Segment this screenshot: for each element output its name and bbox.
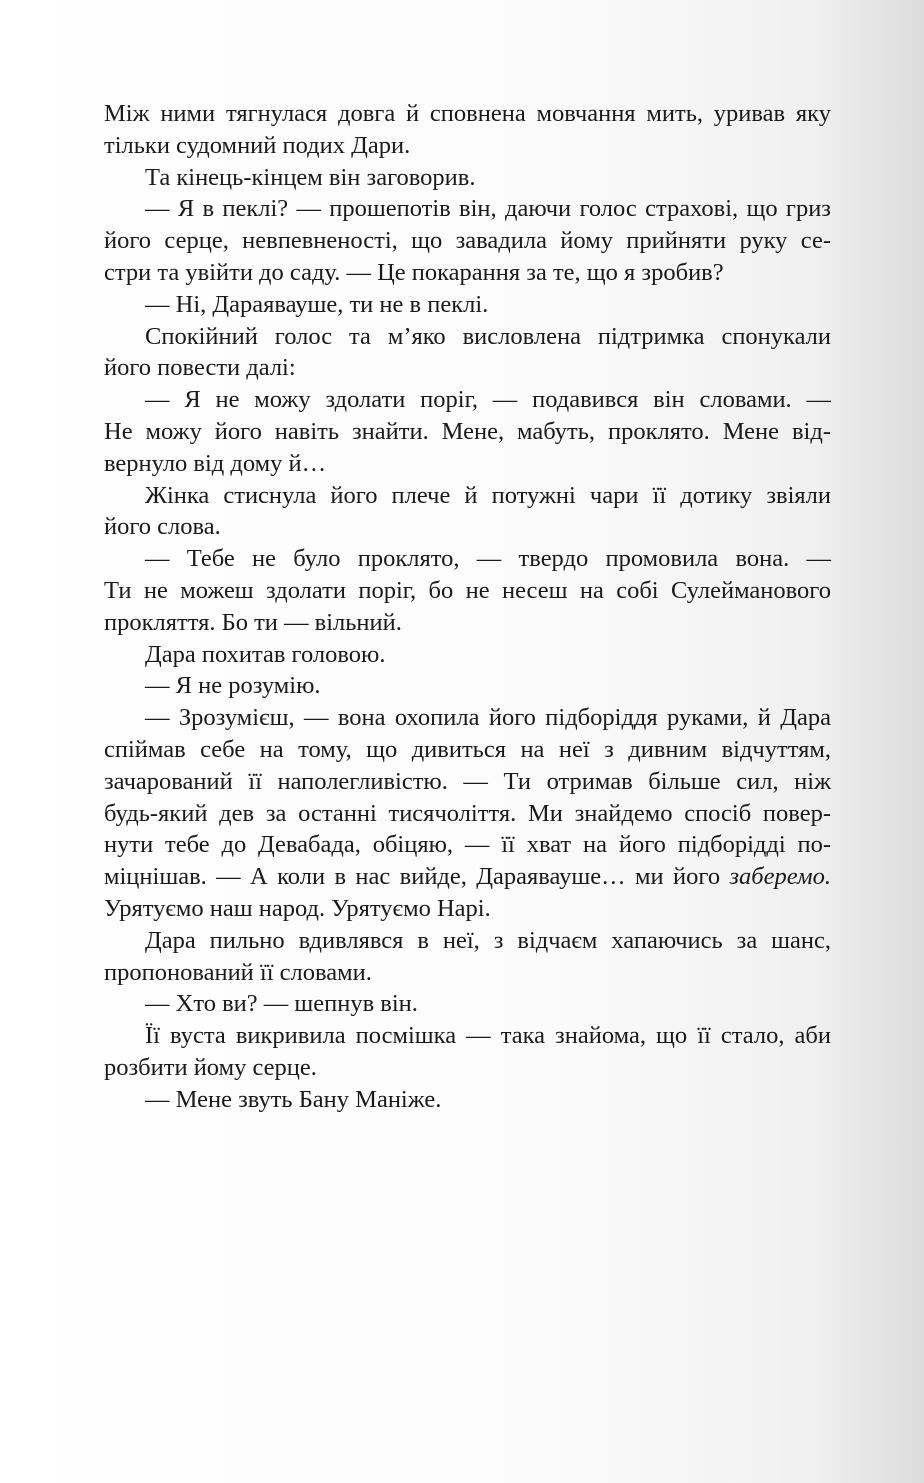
text-line-content: нути тебе до Девабада, обіцяю, — її хват на його підборідді по- (104, 831, 831, 859)
text-line-content: тільки судомний подих Дари. (104, 131, 411, 159)
text-line (104, 670, 831, 702)
text-line-content: прокляття. Бо ти — вільний. (104, 608, 402, 636)
book-page-text (104, 98, 831, 1116)
text-line (104, 829, 831, 861)
text-line-content: — Зрозумієш, — вона охопила його підборіддя руками, й Дара (145, 704, 831, 732)
text-line (104, 321, 831, 353)
text-line (104, 448, 831, 480)
text-line (104, 480, 831, 512)
text-line-content: вернуло від дому й… (104, 449, 327, 477)
text-line (104, 766, 831, 798)
text-line (104, 702, 831, 734)
text-line-content: — Тебе не було проклято, — твердо промовила вона. — (145, 545, 831, 573)
text-line-content: будь-який дев за останні тисячоліття. Ми знайдемо спосіб повер- (104, 799, 831, 827)
text-line (104, 798, 831, 830)
text-line (104, 1084, 831, 1116)
text-line (104, 416, 831, 448)
text-line-content: спіймав себе на тому, що дивиться на неї з дивним відчуттям, (104, 735, 831, 763)
text-line-content: Урятуємо наш народ. Урятуємо Нарі. (104, 894, 491, 922)
text-line (104, 575, 831, 607)
text-line (104, 861, 831, 893)
text-line (104, 511, 831, 543)
text-line (104, 98, 831, 130)
text-line (104, 130, 831, 162)
text-line (104, 893, 831, 925)
text-line (104, 988, 831, 1020)
text-line-content: його серце, невпевненості, що завадила йому прийняти руку се- (104, 227, 831, 255)
text-line-content: Дара похитав головою. (145, 640, 386, 668)
text-line (104, 225, 831, 257)
italic-emphasis: заберемо. (729, 863, 831, 891)
text-line-content: пропонований її словами. (104, 958, 372, 986)
text-line-content: — Ні, Дараявауше, ти не в пеклі. (145, 290, 489, 318)
text-line-content: стри та увійти до саду. — Це покарання за те, що я зробив? (104, 258, 724, 286)
text-line (104, 734, 831, 766)
text-line-content: Дара пильно вдивлявся в неї, з відчаєм хапаючись за шанс, (145, 926, 831, 954)
text-line-content: Спокійний голос та м’яко висловлена підтримка спонукали (145, 322, 831, 350)
text-line-content: — Хто ви? — шепнув він. (145, 990, 418, 1018)
text-line-content: — Я не розумію. (145, 672, 321, 700)
text-line-content: Ти не можеш здолати поріг, бо не несеш на собі Сулейманового (104, 576, 831, 604)
text-line (104, 607, 831, 639)
text-line-content: Та кінець-кінцем він заговорив. (145, 163, 476, 191)
text-line-content: міцнішав. — А коли в нас вийде, Дараявауше… ми його (104, 863, 721, 891)
text-line (104, 257, 831, 289)
text-line-content: Не можу його навіть знайти. Мене, мабуть, проклято. Мене від- (104, 417, 831, 445)
text-line-content: Жінка стиснула його плече й потужні чари її дотику звіяли (145, 481, 831, 509)
text-line (104, 352, 831, 384)
text-line (104, 925, 831, 957)
text-line (104, 162, 831, 194)
text-line-content: — Мене звуть Бану Маніже. (145, 1085, 442, 1113)
text-line-content: його повести далі: (104, 354, 296, 382)
text-line-content: — Я не можу здолати поріг, — подавився він словами. — (145, 386, 831, 414)
text-line (104, 1052, 831, 1084)
text-line (104, 289, 831, 321)
text-line-content: Між ними тягнулася довга й сповнена мовчання мить, уривав яку (104, 100, 831, 127)
text-line (104, 543, 831, 575)
text-line (104, 639, 831, 671)
text-line (104, 193, 831, 225)
text-line-content: зачарований її наполегливістю. — Ти отримав більше сил, ніж (104, 767, 831, 795)
text-line-content: розбити йому серце. (104, 1053, 317, 1081)
text-line-content: його слова. (104, 513, 221, 541)
text-line (104, 1020, 831, 1052)
text-line (104, 384, 831, 416)
text-line-content: Її вуста викривила посмішка — така знайома, що її стало, аби (145, 1022, 831, 1050)
text-line-content: — Я в пеклі? — прошепотів він, даючи голос страхові, що гриз (145, 195, 831, 223)
text-line (104, 957, 831, 989)
